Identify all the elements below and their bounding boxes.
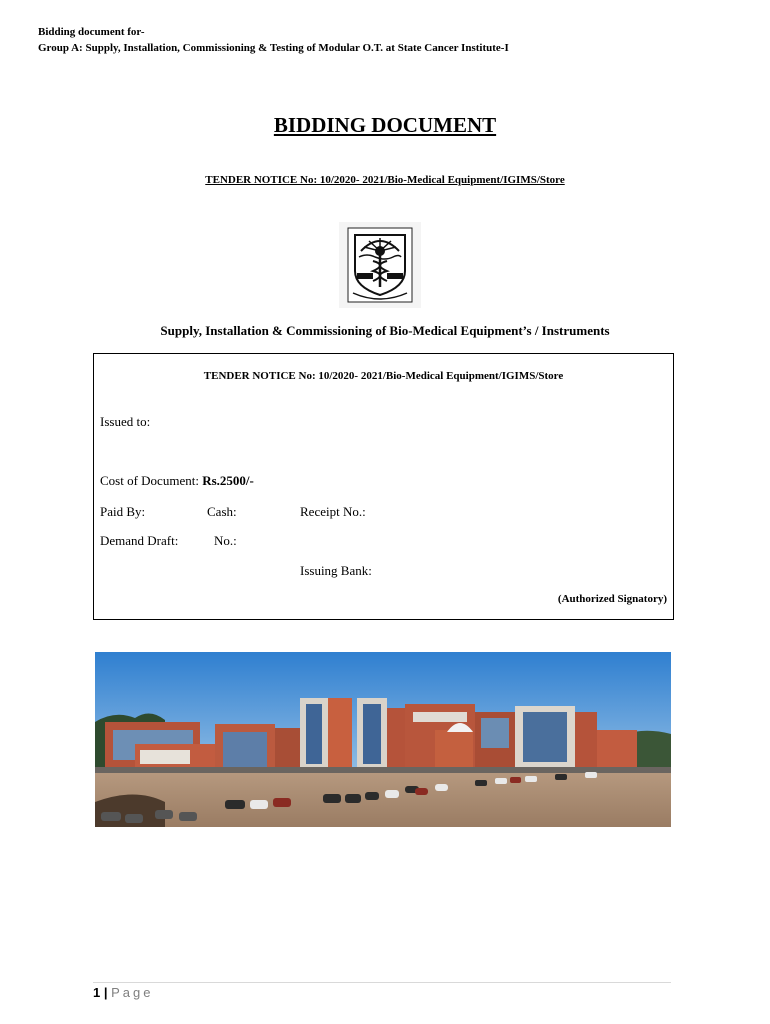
footer-divider <box>93 982 671 983</box>
header-line-1: Bidding document for- <box>38 26 145 38</box>
paid-by-label: Paid By: <box>100 504 146 519</box>
cost-of-document <box>100 473 254 489</box>
dd-no-label: No.: <box>214 533 237 548</box>
cash-label: Cash: <box>207 504 237 519</box>
cost-label: Cost of Document: <box>100 473 203 488</box>
receipt-no-label: Receipt No.: <box>300 504 366 519</box>
authorized-signatory: (Authorized Signatory) <box>557 593 667 605</box>
campus-building-photo <box>95 652 671 827</box>
issued-to-label: Issued to: <box>100 414 151 429</box>
subject-line: Supply, Installation & Commissioning of Bio-Medical Equipment’s / Instruments <box>160 323 610 338</box>
page-title: BIDDING DOCUMENT <box>273 113 497 137</box>
page-footer <box>93 985 153 1000</box>
page-word: Page <box>111 985 154 1000</box>
document-header <box>38 24 509 56</box>
page-separator: | <box>100 985 112 1000</box>
page-number: 1 <box>93 985 101 1000</box>
cost-value: Rs.2500/- <box>202 473 254 488</box>
issuing-bank-label: Issuing Bank: <box>300 563 372 578</box>
form-tender-notice: TENDER NOTICE No: 10/2020- 2021/Bio-Medical Equipment/IGIMS/Store <box>203 370 564 382</box>
tender-notice: TENDER NOTICE No: 10/2020- 2021/Bio-Medical Equipment/IGIMS/Store <box>205 174 565 186</box>
demand-draft-label: Demand Draft: <box>100 533 179 548</box>
header-line-2: Group A: Supply, Installation, Commissioning & Testing of Modular O.T. at State Cancer Institute-I <box>38 42 509 54</box>
tender-receipt-form <box>93 353 674 620</box>
institute-emblem-icon <box>339 222 421 308</box>
